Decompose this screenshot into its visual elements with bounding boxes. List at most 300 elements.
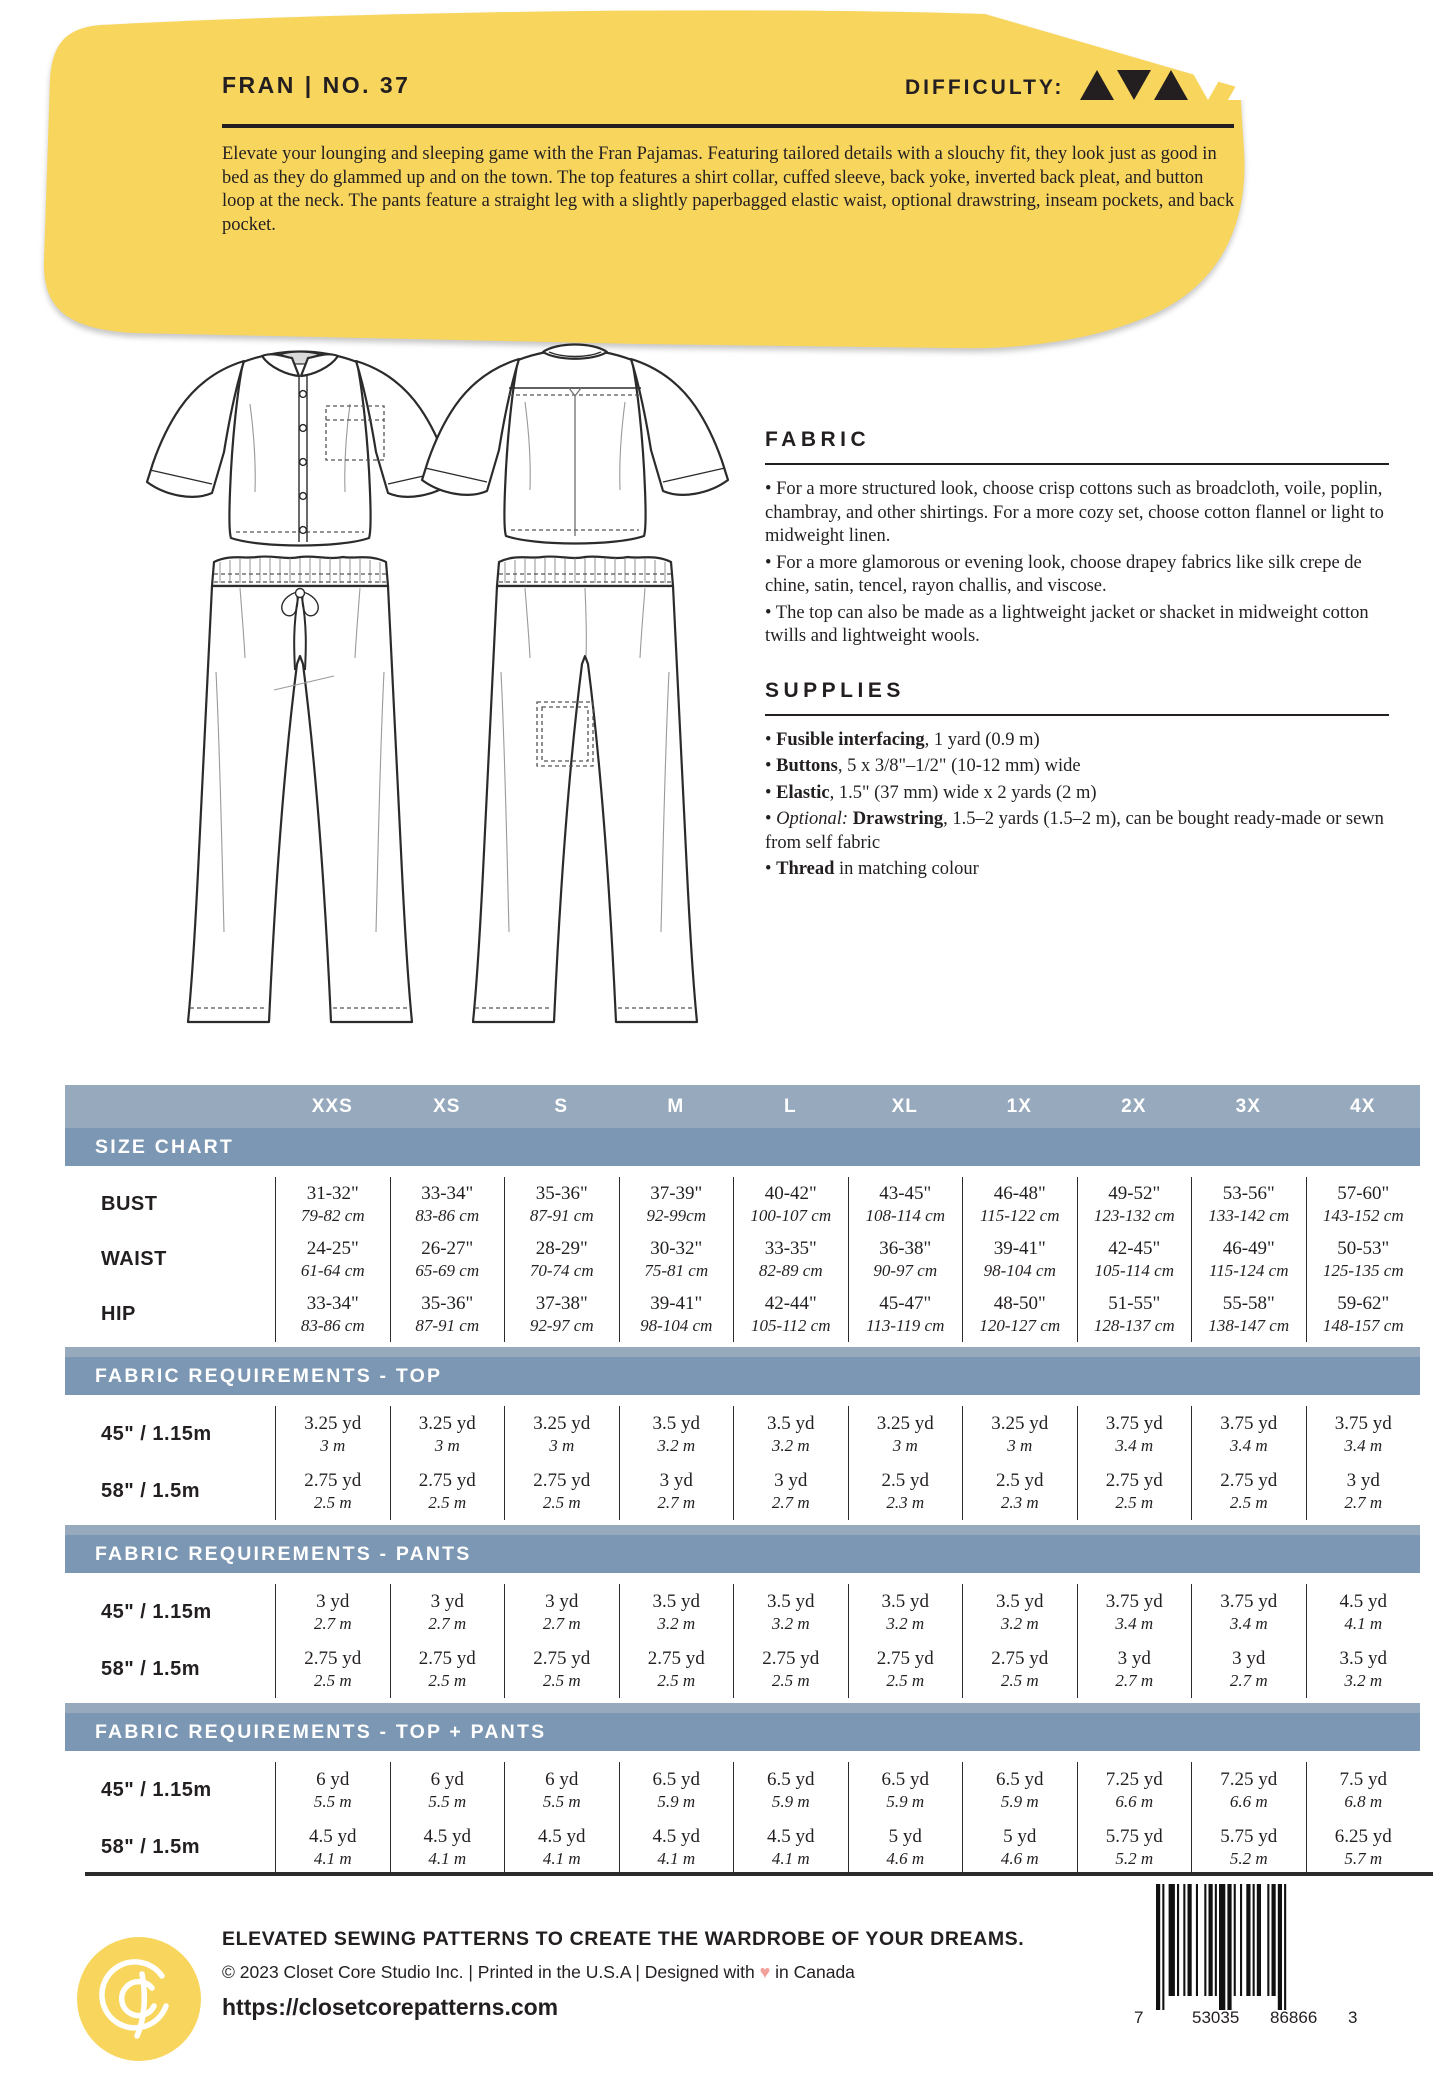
value-imperial: 3.5 yd <box>652 1412 700 1434</box>
value-metric: 120-127 cm <box>979 1315 1061 1335</box>
value-metric: 3.2 m <box>886 1613 925 1633</box>
value-imperial: 6 yd <box>316 1768 350 1790</box>
value-metric: 2.7 m <box>428 1613 467 1633</box>
value-imperial: 35-36" <box>421 1292 474 1314</box>
supplies-list <box>765 729 1389 882</box>
value-metric: 5.5 m <box>313 1791 352 1811</box>
value-imperial: 3.75 yd <box>1220 1412 1278 1434</box>
value-imperial: 3.75 yd <box>1220 1590 1278 1612</box>
size-cell <box>848 1287 963 1342</box>
value-imperial: 6.25 yd <box>1334 1825 1392 1847</box>
value-metric: 5.5 m <box>428 1791 467 1811</box>
yardage-cell <box>1306 1406 1421 1463</box>
value-imperial: 7.25 yd <box>1105 1768 1163 1790</box>
size-cell <box>1306 1232 1421 1287</box>
value-imperial: 4.5 yd <box>423 1825 471 1847</box>
difficulty-triangles <box>1080 68 1268 107</box>
value-imperial: 59-62" <box>1337 1292 1390 1314</box>
value-metric: 3.2 m <box>771 1613 810 1633</box>
band-accent-strip <box>65 1703 1420 1713</box>
value-metric: 3.2 m <box>657 1613 696 1633</box>
value-metric: 113-119 cm <box>866 1315 945 1335</box>
requirements-rows <box>65 1406 1420 1520</box>
value-imperial: 2.75 yd <box>418 1647 476 1669</box>
measurement-label: HIP <box>101 1303 136 1325</box>
size-cell <box>1077 1177 1192 1232</box>
value-metric: 2.5 m <box>1229 1492 1268 1512</box>
value-imperial: 6.5 yd <box>881 1768 929 1790</box>
value-metric: 4.1 m <box>542 1848 581 1868</box>
size-cell <box>619 1232 734 1287</box>
pajama-pants-back-illustration <box>473 557 697 1022</box>
pattern-description: Elevate your lounging and sleeping game with the Fran Pajamas. Featuring tailored details with a slouchy fit, they look just as good in bed as they do glammed up and on the town. The top features a shirt collar, cuffed sleeve, back yoke, inverted back pleat, and button loop at the neck. The pants feature a straight leg with a slightly paperbagged elastic waist, optional drawstring, inseam pockets, and back pocket. <box>222 144 1235 235</box>
yardage-cell <box>504 1463 619 1520</box>
value-metric: 123-132 cm <box>1093 1205 1175 1225</box>
value-imperial: 36-38" <box>879 1237 932 1259</box>
size-column-label: S <box>554 1095 569 1117</box>
yardage-cell <box>275 1463 390 1520</box>
fabric-width-label: 45" / 1.15m <box>101 1779 212 1801</box>
value-imperial: 3 yd <box>316 1590 350 1612</box>
value-metric: 2.5 m <box>428 1492 467 1512</box>
table-row <box>65 1232 1420 1287</box>
yardage-cell <box>733 1819 848 1876</box>
table-row <box>65 1287 1420 1342</box>
difficulty-indicator <box>905 68 1268 107</box>
yardage-cell <box>1191 1819 1306 1876</box>
yardage-cell <box>275 1819 390 1876</box>
value-imperial: 33-35" <box>764 1237 817 1259</box>
value-imperial: 42-44" <box>764 1292 817 1314</box>
value-metric: 105-112 cm <box>751 1315 831 1335</box>
yardage-cell <box>1191 1762 1306 1819</box>
value-imperial: 48-50" <box>993 1292 1046 1314</box>
value-imperial: 57-60" <box>1337 1182 1390 1204</box>
yardage-cell <box>1077 1762 1192 1819</box>
value-imperial: 30-32" <box>650 1237 703 1259</box>
supply-item: • Optional: Drawstring, 1.5–2 yards (1.5–2 m), can be bought ready-made or sewn from self fabric <box>765 809 1384 853</box>
value-metric: 108-114 cm <box>865 1205 945 1225</box>
yardage-cell <box>390 1819 505 1876</box>
value-metric: 2.5 m <box>542 1670 581 1690</box>
yardage-cell <box>1306 1463 1421 1520</box>
value-imperial: 6.5 yd <box>767 1768 815 1790</box>
value-metric: 5.9 m <box>886 1791 925 1811</box>
yardage-cell <box>390 1584 505 1641</box>
yardage-cell <box>1077 1584 1192 1641</box>
value-imperial: 3.5 yd <box>1339 1647 1387 1669</box>
size-cell <box>390 1287 505 1342</box>
fabric-width-label: 58" / 1.5m <box>101 1836 200 1858</box>
value-metric: 3.4 m <box>1115 1613 1154 1633</box>
value-metric: 2.5 m <box>1000 1670 1039 1690</box>
barcode-digits <box>1134 2008 1358 2034</box>
value-imperial: 2.5 yd <box>996 1469 1044 1491</box>
yardage-cell <box>1191 1463 1306 1520</box>
yardage-cell <box>1077 1641 1192 1698</box>
size-column-label: XXS <box>311 1095 353 1117</box>
yardage-cell <box>619 1762 734 1819</box>
value-imperial: 4.5 yd <box>538 1825 586 1847</box>
value-imperial: 3.5 yd <box>767 1412 815 1434</box>
footer-divider <box>85 1872 1433 1876</box>
website-url: https://closetcorepatterns.com <box>222 1994 559 2020</box>
value-imperial: 35-36" <box>535 1182 588 1204</box>
size-cell <box>962 1232 1077 1287</box>
value-imperial: 2.75 yd <box>304 1469 362 1491</box>
value-imperial: 2.75 yd <box>1105 1469 1163 1491</box>
value-imperial: 7.5 yd <box>1339 1768 1387 1790</box>
size-cell <box>848 1232 963 1287</box>
barcode-digit-group: 7 <box>1134 2008 1144 2027</box>
value-imperial: 2.75 yd <box>762 1647 820 1669</box>
yardage-cell <box>1191 1406 1306 1463</box>
value-imperial: 7.25 yd <box>1220 1768 1278 1790</box>
size-cell <box>504 1177 619 1232</box>
value-imperial: 3.5 yd <box>881 1590 929 1612</box>
value-imperial: 4.5 yd <box>309 1825 357 1847</box>
value-metric: 148-157 cm <box>1322 1315 1404 1335</box>
value-imperial: 3 yd <box>659 1469 693 1491</box>
value-imperial: 46-49" <box>1222 1237 1275 1259</box>
value-imperial: 26-27" <box>421 1237 474 1259</box>
size-cell <box>275 1177 390 1232</box>
value-metric: 92-99cm <box>646 1205 706 1225</box>
value-imperial: 3.75 yd <box>1105 1590 1163 1612</box>
value-metric: 125-135 cm <box>1322 1260 1404 1280</box>
size-cell <box>619 1177 734 1232</box>
table-row <box>65 1463 1420 1520</box>
value-metric: 3.2 m <box>771 1435 810 1455</box>
value-metric: 143-152 cm <box>1322 1205 1404 1225</box>
value-imperial: 2.75 yd <box>533 1469 591 1491</box>
requirements-band: FABRIC REQUIREMENTS - TOP + PANTS <box>65 1713 1420 1751</box>
size-cell <box>390 1177 505 1232</box>
yardage-cell <box>1306 1641 1421 1698</box>
value-imperial: 2.75 yd <box>876 1647 934 1669</box>
size-column-label: 1X <box>1006 1095 1032 1117</box>
yardage-cell <box>1306 1584 1421 1641</box>
value-imperial: 37-38" <box>535 1292 588 1314</box>
yardage-cell <box>962 1584 1077 1641</box>
table-row <box>65 1762 1420 1819</box>
value-metric: 4.6 m <box>1000 1848 1039 1868</box>
value-metric: 3 m <box>892 1435 918 1455</box>
fabric-bullet: • For a more glamorous or evening look, choose drapey fabrics like silk crepe de chine, satin, tencel, rayon challis, and viscose. <box>765 552 1362 596</box>
table-row <box>65 1406 1420 1463</box>
yardage-cell <box>733 1762 848 1819</box>
value-metric: 3 m <box>434 1435 460 1455</box>
value-imperial: 40-42" <box>764 1182 817 1204</box>
value-imperial: 55-58" <box>1222 1292 1275 1314</box>
size-header-spacer <box>65 1085 275 1128</box>
size-cell <box>1306 1177 1421 1232</box>
size-cell <box>1077 1287 1192 1342</box>
value-metric: 3 m <box>549 1435 575 1455</box>
value-metric: 5.5 m <box>542 1791 581 1811</box>
table-row <box>65 1819 1420 1876</box>
value-imperial: 3.75 yd <box>1105 1412 1163 1434</box>
value-metric: 6.8 m <box>1344 1791 1383 1811</box>
value-imperial: 53-56" <box>1222 1182 1275 1204</box>
value-imperial: 33-34" <box>421 1182 474 1204</box>
supply-item: • Buttons, 5 x 3/8"–1/2" (10-12 mm) wide <box>765 756 1081 776</box>
yardage-cell <box>1306 1762 1421 1819</box>
yardage-cell <box>619 1641 734 1698</box>
value-metric: 87-91 cm <box>529 1205 594 1225</box>
value-imperial: 2.75 yd <box>1220 1469 1278 1491</box>
size-column-label: XL <box>891 1095 918 1117</box>
yardage-cell <box>1077 1463 1192 1520</box>
yardage-cell <box>504 1762 619 1819</box>
yardage-cell <box>390 1406 505 1463</box>
fabric-width-label: 45" / 1.15m <box>101 1423 212 1445</box>
value-metric: 3.4 m <box>1229 1613 1268 1633</box>
value-metric: 128-137 cm <box>1093 1315 1175 1335</box>
value-metric: 2.5 m <box>886 1670 925 1690</box>
measurement-label: BUST <box>101 1193 158 1215</box>
value-metric: 5.9 m <box>1000 1791 1039 1811</box>
value-metric: 3.2 m <box>657 1435 696 1455</box>
closet-core-logo <box>76 1936 202 2062</box>
value-imperial: 3 yd <box>774 1469 808 1491</box>
size-cell <box>962 1287 1077 1342</box>
value-imperial: 3.25 yd <box>991 1412 1049 1434</box>
technical-drawings <box>85 332 775 1060</box>
footer-copyright: © 2023 Closet Core Studio Inc. | Printed in the U.S.A | Designed with ♥ in Canada <box>222 1962 855 1982</box>
fabric-bullet: • For a more structured look, choose crisp cottons such as broadcloth, voile, poplin, chambray, and other shirtings. For a more cozy set, choose cotton flannel or light to midweight linen. <box>765 479 1384 546</box>
pajama-top-back-illustration <box>422 345 728 544</box>
yardage-cell <box>275 1406 390 1463</box>
requirements-sections <box>65 1347 1420 1876</box>
difficulty-triangle-icons <box>1080 68 1268 102</box>
value-metric: 2.5 m <box>542 1492 581 1512</box>
value-metric: 6.6 m <box>1229 1791 1268 1811</box>
yardage-cell <box>504 1641 619 1698</box>
value-imperial: 3.25 yd <box>533 1412 591 1434</box>
fabric-width-label: 58" / 1.5m <box>101 1480 200 1502</box>
yardage-cell <box>390 1463 505 1520</box>
value-imperial: 6 yd <box>545 1768 579 1790</box>
value-imperial: 2.75 yd <box>304 1647 362 1669</box>
value-imperial: 3.25 yd <box>418 1412 476 1434</box>
size-cell <box>275 1287 390 1342</box>
value-metric: 4.1 m <box>1344 1613 1383 1633</box>
value-imperial: 39-41" <box>650 1292 703 1314</box>
yardage-cell <box>1191 1641 1306 1698</box>
fabric-width-label: 45" / 1.15m <box>101 1601 212 1623</box>
size-cell <box>275 1232 390 1287</box>
value-imperial: 2.75 yd <box>647 1647 705 1669</box>
value-metric: 2.7 m <box>542 1613 581 1633</box>
table-row <box>65 1641 1420 1698</box>
size-cell <box>1191 1232 1306 1287</box>
value-metric: 115-122 cm <box>980 1205 1060 1225</box>
yardage-cell <box>733 1406 848 1463</box>
value-metric: 4.1 m <box>771 1848 810 1868</box>
value-metric: 75-81 cm <box>644 1260 709 1280</box>
barcode-bars <box>1148 1884 1348 2012</box>
yardage-cell <box>962 1463 1077 1520</box>
value-metric: 61-64 cm <box>300 1260 365 1280</box>
barcode-digit-group: 86866 <box>1270 2008 1318 2027</box>
value-imperial: 3 yd <box>1117 1647 1151 1669</box>
yardage-cell <box>390 1762 505 1819</box>
value-imperial: 2.5 yd <box>881 1469 929 1491</box>
value-metric: 2.5 m <box>657 1670 696 1690</box>
size-column-label: M <box>667 1095 685 1117</box>
value-metric: 3.2 m <box>1344 1670 1383 1690</box>
fabric-bullets <box>765 478 1389 649</box>
value-metric: 2.5 m <box>428 1670 467 1690</box>
yardage-cell <box>733 1641 848 1698</box>
value-metric: 2.5 m <box>771 1670 810 1690</box>
value-metric: 98-104 cm <box>983 1260 1056 1280</box>
value-metric: 5.9 m <box>771 1791 810 1811</box>
size-cell <box>1191 1287 1306 1342</box>
value-metric: 83-86 cm <box>300 1315 365 1335</box>
size-column-label: XS <box>433 1095 461 1117</box>
value-metric: 3 m <box>320 1435 346 1455</box>
size-cell <box>733 1232 848 1287</box>
yardage-cell <box>848 1819 963 1876</box>
band-accent-strip <box>65 1525 1420 1535</box>
pajama-pants-front-illustration <box>188 557 412 1022</box>
value-imperial: 4.5 yd <box>1339 1590 1387 1612</box>
value-metric: 2.5 m <box>313 1492 352 1512</box>
value-imperial: 6 yd <box>430 1768 464 1790</box>
pajama-top-front-illustration <box>147 352 453 546</box>
value-imperial: 33-34" <box>306 1292 359 1314</box>
info-column <box>765 428 1389 885</box>
value-imperial: 6.5 yd <box>996 1768 1044 1790</box>
value-metric: 115-124 cm <box>1209 1260 1289 1280</box>
value-imperial: 3.75 yd <box>1334 1412 1392 1434</box>
difficulty-filled-triangle-icon <box>1117 70 1151 100</box>
value-imperial: 3.25 yd <box>876 1412 934 1434</box>
value-imperial: 3 yd <box>545 1590 579 1612</box>
yardage-cell <box>275 1641 390 1698</box>
value-metric: 133-142 cm <box>1208 1205 1290 1225</box>
difficulty-filled-triangle-icon <box>1154 70 1188 100</box>
value-imperial: 37-39" <box>650 1182 703 1204</box>
requirements-rows <box>65 1584 1420 1698</box>
fabric-bullet: • The top can also be made as a lightweight jacket or shacket in midweight cotton twills and lightweight wools. <box>765 602 1369 646</box>
value-metric: 100-107 cm <box>750 1205 832 1225</box>
yardage-cell <box>390 1641 505 1698</box>
yardage-cell <box>848 1463 963 1520</box>
value-metric: 105-114 cm <box>1094 1260 1174 1280</box>
value-imperial: 2.75 yd <box>533 1647 591 1669</box>
supply-item: • Fusible interfacing, 1 yard (0.9 m) <box>765 729 1040 750</box>
yardage-cell <box>619 1406 734 1463</box>
size-column-label: 2X <box>1121 1095 1147 1117</box>
barcode-digit-group: 53035 <box>1192 2008 1240 2027</box>
size-chart-rows <box>65 1177 1420 1342</box>
table-row <box>65 1177 1420 1232</box>
value-metric: 4.1 m <box>657 1848 696 1868</box>
yardage-cell <box>733 1463 848 1520</box>
value-metric: 2.5 m <box>1115 1492 1154 1512</box>
value-metric: 3.4 m <box>1229 1435 1268 1455</box>
value-imperial: 4.5 yd <box>652 1825 700 1847</box>
heart-icon: ♥ <box>759 1962 771 1982</box>
yardage-cell <box>619 1584 734 1641</box>
value-metric: 65-69 cm <box>415 1260 480 1280</box>
size-header-band <box>65 1085 1420 1128</box>
value-metric: 79-82 cm <box>300 1205 365 1225</box>
header-divider <box>222 124 1234 128</box>
yardage-cell <box>848 1406 963 1463</box>
value-imperial: 3 yd <box>1232 1647 1266 1669</box>
value-imperial: 3 yd <box>430 1590 464 1612</box>
supply-item: • Elastic, 1.5" (37 mm) wide x 2 yards (2 m) <box>765 782 1097 803</box>
value-metric: 4.1 m <box>428 1848 467 1868</box>
value-imperial: 5 yd <box>888 1825 922 1847</box>
value-imperial: 5.75 yd <box>1105 1825 1163 1847</box>
value-metric: 92-97 cm <box>529 1315 594 1335</box>
value-imperial: 3.5 yd <box>652 1590 700 1612</box>
tables-section <box>65 1085 1420 1876</box>
difficulty-empty-triangle-icon <box>1191 70 1225 100</box>
value-metric: 90-97 cm <box>873 1260 938 1280</box>
value-metric: 5.2 m <box>1229 1848 1268 1868</box>
value-imperial: 50-53" <box>1337 1237 1390 1259</box>
yardage-cell <box>504 1819 619 1876</box>
value-imperial: 5 yd <box>1003 1825 1037 1847</box>
size-chart-band: SIZE CHART <box>65 1128 1420 1166</box>
value-metric: 3 m <box>1007 1435 1033 1455</box>
value-metric: 138-147 cm <box>1208 1315 1290 1335</box>
size-cell <box>962 1177 1077 1232</box>
value-imperial: 2.75 yd <box>418 1469 476 1491</box>
value-imperial: 2.75 yd <box>991 1647 1049 1669</box>
size-cell <box>504 1287 619 1342</box>
value-metric: 2.5 m <box>313 1670 352 1690</box>
value-metric: 2.7 m <box>1344 1492 1383 1512</box>
barcode-digit-group: 3 <box>1348 2008 1358 2027</box>
size-cell <box>1077 1232 1192 1287</box>
value-imperial: 39-41" <box>993 1237 1046 1259</box>
difficulty-label: DIFFICULTY: <box>905 75 1065 99</box>
value-imperial: 49-52" <box>1108 1182 1161 1204</box>
size-cell <box>1191 1177 1306 1232</box>
yardage-cell <box>504 1584 619 1641</box>
value-metric: 2.7 m <box>771 1492 810 1512</box>
value-metric: 5.7 m <box>1344 1848 1383 1868</box>
value-metric: 2.7 m <box>1115 1670 1154 1690</box>
requirements-rows <box>65 1762 1420 1876</box>
yardage-cell <box>848 1762 963 1819</box>
value-imperial: 42-45" <box>1108 1237 1161 1259</box>
fabric-heading: FABRIC <box>765 428 1389 465</box>
value-imperial: 24-25" <box>306 1237 359 1259</box>
size-cell <box>733 1177 848 1232</box>
yardage-cell <box>962 1819 1077 1876</box>
size-column-label: 3X <box>1235 1095 1261 1117</box>
value-imperial: 3.25 yd <box>304 1412 362 1434</box>
measurement-label: WAIST <box>101 1248 167 1270</box>
value-imperial: 43-45" <box>879 1182 932 1204</box>
value-imperial: 31-32" <box>306 1182 359 1204</box>
yardage-cell <box>962 1641 1077 1698</box>
value-metric: 2.7 m <box>1229 1670 1268 1690</box>
value-metric: 3.4 m <box>1115 1435 1154 1455</box>
value-metric: 2.7 m <box>657 1492 696 1512</box>
size-cell <box>390 1232 505 1287</box>
value-metric: 98-104 cm <box>640 1315 713 1335</box>
yardage-cell <box>1077 1819 1192 1876</box>
